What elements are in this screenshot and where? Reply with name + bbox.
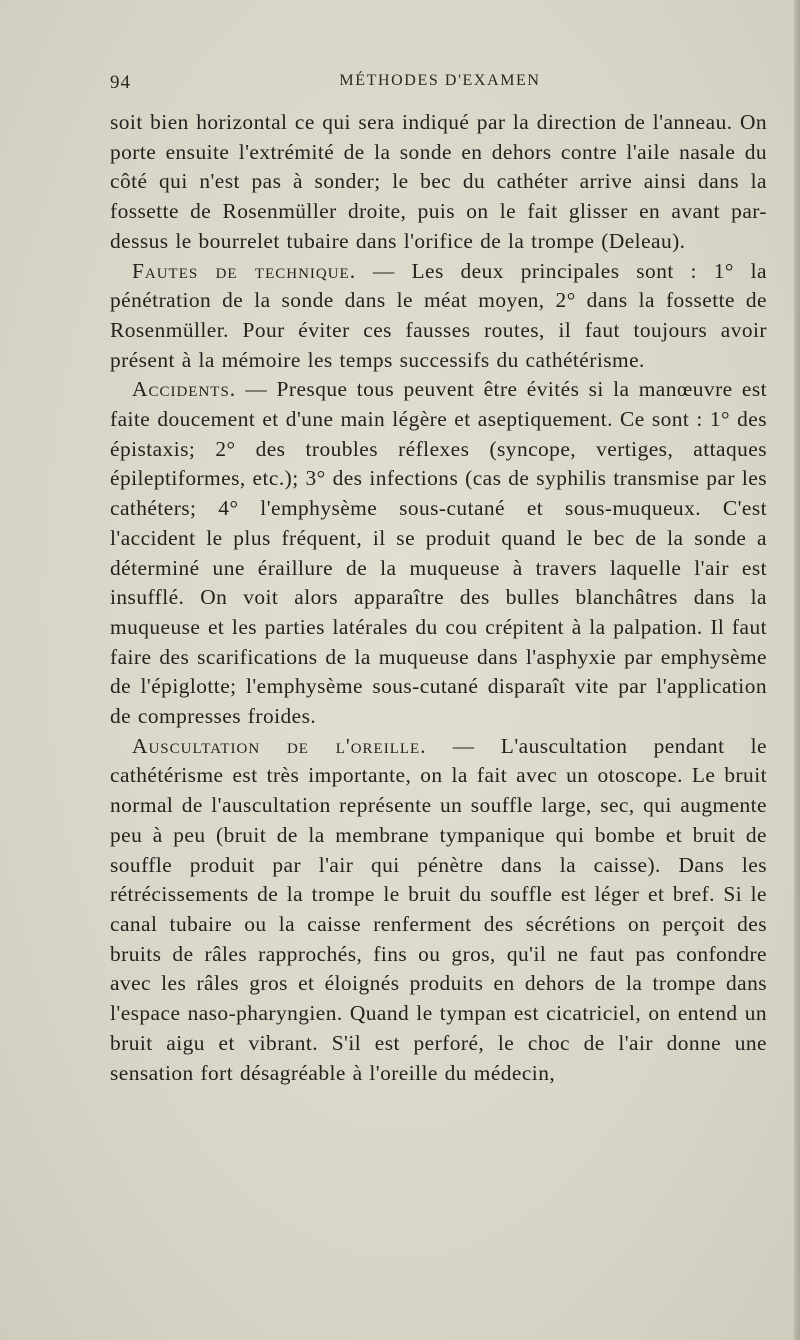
section-heading: Fautes de technique. <box>132 258 357 283</box>
paragraph-text: — Presque tous peuvent être évités si la manœuvre est faite doucement et d'une main légère et aseptiquement. Ce sont : 1° des épistaxis; 2° des troubles réflexes (syncope, vertiges, attaques épileptiformes, etc.); 3° des infections (cas de syphilis transmise par les cathéters; 4° l'emphysème sous-cutané et sous-muqueux. C'est l'accident le plus fréquent, il se produit quand le bec de la sonde a déterminé une éraillure de la muqueuse à travers laquelle l'air est insufflé. On voit alors apparaître des bulles blanchâtres dans la muqueuse et les parties latérales du cou crépitent à la palpation. Il faut faire des scarifications de la muqueuse dans l'asphyxie par emphysème de l'épiglotte; l'emphysème sous-cutané disparaît vite par l'application de compresses froides. <box>110 377 767 729</box>
section-heading: Auscultation de l'oreille. <box>132 733 427 758</box>
body-text <box>110 108 767 1088</box>
page-edge-shadow <box>794 0 800 1340</box>
paragraph-auscultation <box>110 732 767 1088</box>
running-header <box>110 68 770 98</box>
paragraph-text: soit bien horizontal ce qui sera indiqué par la direction de l'anneau. On porte ensuite l'extrémité de la sonde en dehors contre l'aile nasale du côté qui n'est pas à sonder; le bec du cathéter arrive ainsi dans la fossette de Rosenmüller droite, puis on le fait glisser en avant par-dessus le bourrelet tubaire dans l'orifice de la trompe (Deleau). <box>110 110 767 253</box>
paragraph-continuation <box>110 108 767 257</box>
paragraph-text: — Les deux principales sont : 1° la pénétration de la sonde dans le méat moyen, 2° dans la fossette de Rosenmüller. Pour éviter ces fausses routes, il faut toujours avoir présent à la mémoire les temps successifs du cathétérisme. <box>110 258 767 372</box>
running-title: MÉTHODES D'EXAMEN <box>339 72 541 89</box>
paragraph-text: — L'auscultation pendant le cathétérisme est très importante, on la fait avec un otoscope. Le bruit normal de l'auscultation représente un souffle large, sec, qui augmente peu à peu (bruit de la membrane tympanique qui bombe et bruit de souffle produit par l'air qui pénètre dans la caisse). Dans les rétrécissements de la trompe le bruit du souffle est léger et bref. Si le canal tubaire ou la caisse renferment des sécrétions on perçoit des bruits de râles rapprochés, fins ou gros, qu'il ne faut pas confondre avec les râles gros et éloignés produits en dehors de la trompe dans l'espace naso-pharyngien. Quand le tympan est cicatriciel, on entend un bruit aigu et vibrant. S'il est perforé, le choc de l'air donne une sensation fort désagréable à l'oreille du médecin, <box>110 733 767 1085</box>
paragraph-accidents <box>110 375 767 731</box>
page-number: 94 <box>110 72 131 93</box>
section-heading: Accidents. <box>132 377 237 402</box>
paragraph-fautes-de-technique <box>110 257 767 376</box>
